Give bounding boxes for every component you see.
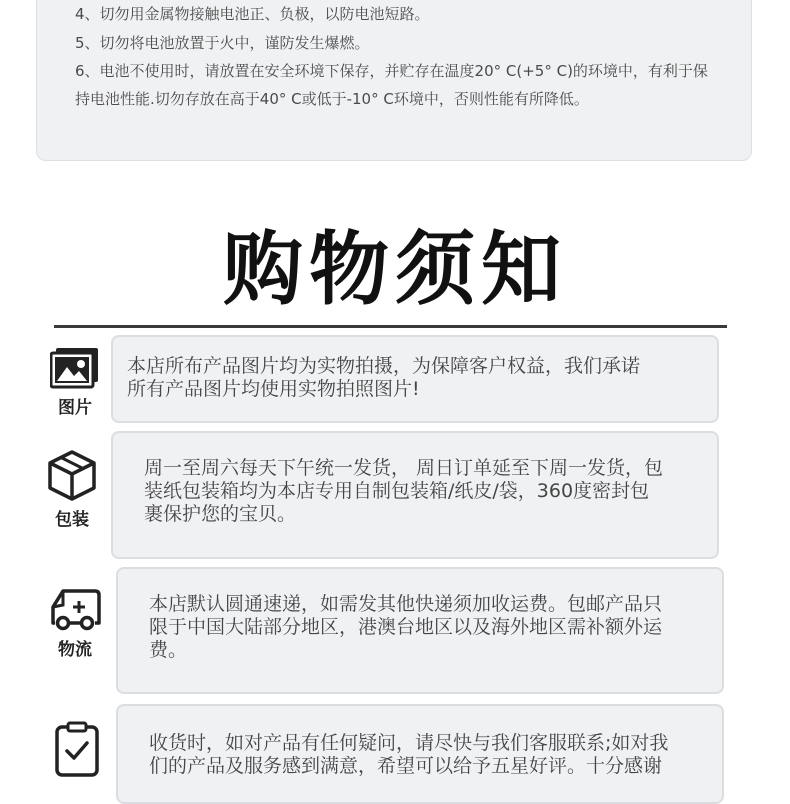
receipt-card: [116, 704, 724, 804]
battery-note-6: 6、电池不使用时，请放置在安全环境下保存，并贮存在温度20° C(+5° C)的环境中，有利于保: [75, 62, 708, 80]
clipboard-check-icon: [47, 721, 107, 777]
pictures-card: [111, 335, 719, 423]
receipt-icon-group: [47, 721, 107, 781]
logistics-card: [116, 567, 724, 694]
battery-note-4: 4、切勿用金属物接触电池正、负极，以防电池短路。: [75, 5, 430, 23]
logistics-text-line: 费。: [149, 639, 188, 661]
image-icon: [45, 347, 105, 389]
packaging-text-line: 周一至周六每天下午统一发货， 周日订单延至下周一发货，包: [144, 457, 664, 479]
shopping-notice-heading: 购物须知: [223, 223, 567, 316]
pictures-icon-group: [45, 347, 105, 418]
receipt-text-line: 们的产品及服务感到满意，希望可以给予五星好评。十分感谢: [149, 755, 663, 777]
truck-icon: [45, 585, 105, 631]
packaging-text-line: 装纸包装箱均为本店专用自制包装箱/纸皮/袋，360度密封包: [144, 480, 650, 502]
box-icon: [42, 449, 102, 501]
pictures-label: 图片: [58, 398, 92, 418]
battery-note-6-cont: 持电池性能.切勿存放在高于40° C或低于-10° C环境中，否则性能有所降低。: [75, 90, 589, 108]
battery-note-5: 5、切勿将电池放置于火中，谨防发生爆燃。: [75, 34, 370, 52]
logistics-text-line: 本店默认圆通速递，如需发其他快递须加收运费。包邮产品只: [149, 593, 663, 615]
packaging-label: 包装: [55, 510, 89, 530]
packaging-icon-group: [42, 449, 102, 530]
pictures-text-line: 本店所布产品图片均为实物拍摄，为保障客户权益，我们承诺: [127, 355, 641, 377]
heading-divider: [54, 325, 727, 328]
pictures-text-line: 所有产品图片均使用实物拍照图片!: [127, 378, 420, 400]
battery-notes-card: [36, 0, 752, 161]
packaging-card: [111, 431, 719, 559]
logistics-icon-group: [45, 585, 105, 660]
logistics-text-line: 限于中国大陆部分地区，港澳台地区以及海外地区需补额外运: [149, 616, 663, 638]
packaging-text-line: 裹保护您的宝贝。: [144, 503, 297, 525]
logistics-label: 物流: [58, 640, 92, 660]
receipt-text-line: 收货时，如对产品有任何疑问，请尽快与我们客服联系;如对我: [149, 732, 669, 754]
